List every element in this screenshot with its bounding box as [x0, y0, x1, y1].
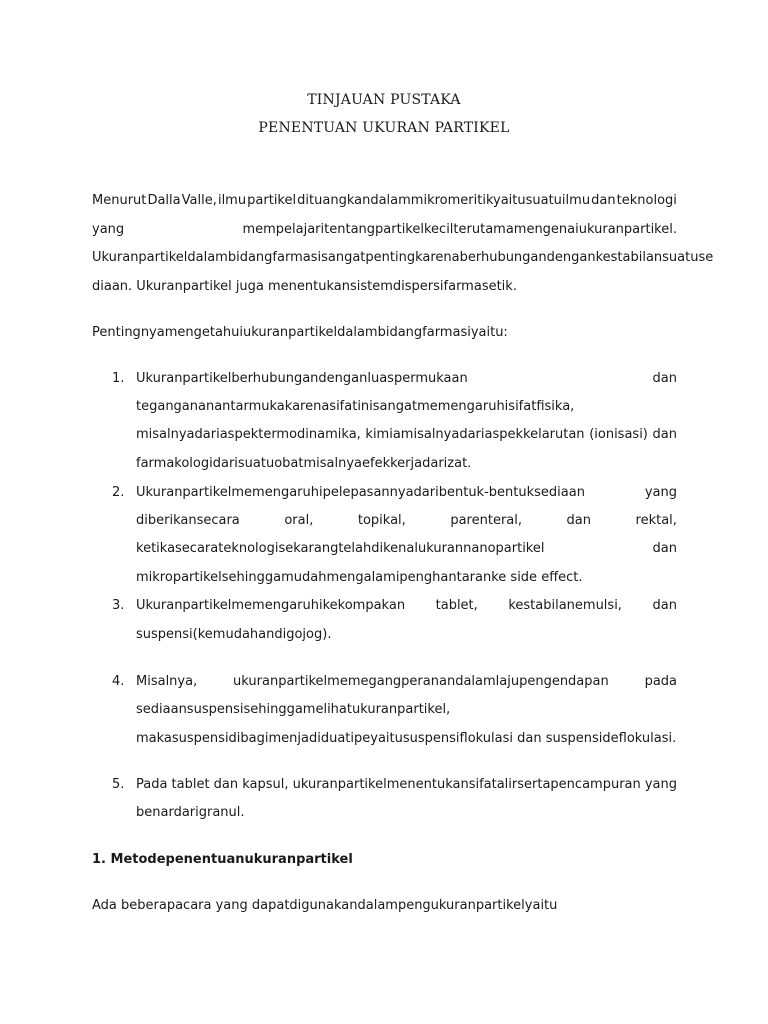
word: Ukuranpartikelmemengaruhikekompakan [136, 598, 406, 613]
document-subtitle: PENENTUAN UKURAN PARTIKEL [258, 120, 510, 136]
document-title: TINJAUAN PUSTAKA [307, 92, 461, 108]
item-4-line-3: makasuspensidibagimenjadiduatipeyaitususpensiflokulasi dan suspensideflokulasi. [136, 731, 677, 746]
word: oral, [284, 513, 314, 528]
item-3-line-2: suspensi(kemudahandigojog). [136, 627, 332, 642]
word: dan [213, 777, 239, 792]
word: dan [652, 598, 677, 613]
item-1-line-2: tegangananantarmukakarenasifatinisangatmemengaruhisifatfisika, [136, 399, 575, 414]
item-1-line-4: farmakologidarisuatuobatmisalnyaefekkerjadarizat. [136, 456, 472, 471]
word: yang [644, 485, 677, 500]
word: tablet [171, 777, 210, 792]
word: dan [566, 513, 591, 528]
word: diberikansecara [136, 513, 240, 528]
word: ukuranpartikelmenentukansifatalirsertapencampuran [292, 777, 641, 792]
word: dan [652, 427, 677, 442]
word: Misalnya, [136, 674, 198, 689]
word: Ukuranpartikelmemengaruhipelepasannyadaribentuk-bentuksediaan [136, 485, 585, 500]
word: teknologi [616, 193, 677, 208]
word: yang [644, 777, 677, 792]
word: ketikasecarateknologisekarangtelahdikenalukurannanopartikel [136, 541, 545, 556]
word: dan [652, 541, 677, 556]
word: Dalla [147, 193, 181, 208]
list-number-2: 2. [112, 485, 125, 500]
word: kapsul, [242, 777, 289, 792]
intro-line-3: Ukuranpartikeldalambidangfarmasisangatpentingkarenaberhubungandengankestabilansuatuse [92, 250, 714, 265]
word: dituangkandalammikromeritikyaitusuatuilmu [297, 193, 591, 208]
word: Menurut [92, 193, 147, 208]
item-1-line-1 [136, 371, 677, 386]
intro-line-4: diaan. Ukuranpartikel juga menentukansistemdispersifarmasetik. [92, 279, 517, 294]
item-4-line-1 [136, 674, 677, 689]
word: kimiamisalnyadariaspekkelarutan [365, 427, 585, 442]
word: partikel [247, 193, 297, 208]
word: rektal, [635, 513, 677, 528]
section-heading: 1. Metodepenentuanukuranpartikel [92, 852, 353, 867]
word: yang [92, 222, 125, 237]
intro-line-1 [92, 193, 677, 208]
item-5-line-1 [136, 777, 677, 792]
list-number-3: 3. [112, 598, 125, 613]
word: topikal, [357, 513, 406, 528]
word: pada [644, 674, 677, 689]
list-lead: Pentingnyamengetahuiukuranpartikeldalambidangfarmasiyaitu: [92, 325, 508, 340]
item-4-line-2: sediaansuspensisehinggamelihatukuranpartikel, [136, 702, 451, 717]
closing-line: Ada beberapacara yang dapatdigunakandalampengukuranpartikelyaitu [92, 898, 558, 913]
word: misalnyadariaspektermodinamika, [136, 427, 361, 442]
word: dan [652, 371, 677, 386]
item-5-line-2: benardarigranul. [136, 805, 245, 820]
item-2-line-3 [136, 541, 677, 556]
item-2-line-2 [136, 513, 677, 528]
word: dan [591, 193, 616, 208]
word: ukuranpartikelmemegangperanandalamlajupengendapan [233, 674, 609, 689]
word: mempelajaritentangpartikelkecilterutamamengenaiukuranpartikel. [242, 222, 677, 237]
intro-line-2 [92, 222, 677, 237]
item-2-line-1 [136, 485, 677, 500]
word: parenteral, [450, 513, 522, 528]
item-3-line-1 [136, 598, 677, 613]
list-number-5: 5. [112, 777, 125, 792]
item-1-line-3 [136, 427, 677, 442]
word: Ukuranpartikelberhubungandenganluaspermukaan [136, 371, 468, 386]
word: (ionisasi) [589, 427, 648, 442]
list-number-1: 1. [112, 371, 125, 386]
item-2-line-4: mikropartikelsehinggamudahmengalamipenghantaranke side effect. [136, 570, 583, 585]
word: tablet, [435, 598, 478, 613]
word: kestabilanemulsi, [508, 598, 622, 613]
word: Valle, [181, 193, 217, 208]
word: Pada [136, 777, 168, 792]
list-number-4: 4. [112, 674, 125, 689]
word: ilmu [217, 193, 247, 208]
